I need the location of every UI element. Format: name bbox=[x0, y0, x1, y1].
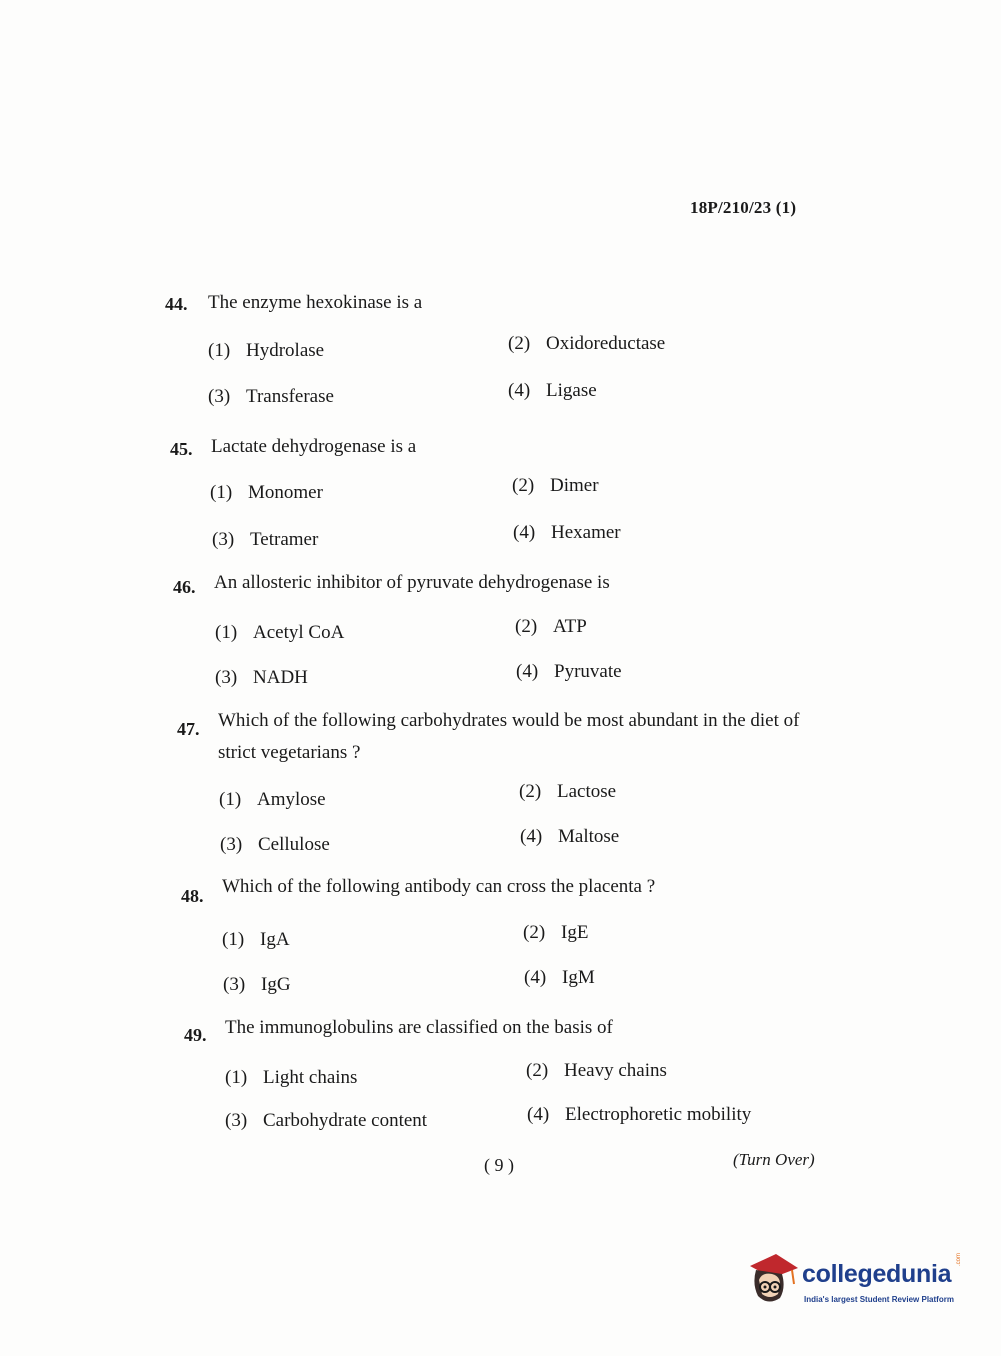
option-3 bbox=[215, 667, 308, 689]
option-label: Pyruvate bbox=[554, 661, 622, 682]
option-number: (3) bbox=[215, 667, 238, 688]
option-label: Carbohydrate content bbox=[263, 1110, 428, 1131]
option-number: (2) bbox=[512, 475, 535, 496]
option-number: (2) bbox=[515, 616, 538, 637]
option-number: (4) bbox=[527, 1104, 550, 1125]
option-3 bbox=[220, 834, 330, 856]
option-3 bbox=[212, 529, 318, 551]
option-1 bbox=[225, 1067, 357, 1089]
option-number: (3) bbox=[212, 529, 235, 550]
mascot-icon bbox=[742, 1250, 800, 1308]
question-text: The enzyme hexokinase is a bbox=[208, 292, 423, 313]
option-number: (1) bbox=[222, 929, 245, 950]
option-4 bbox=[516, 661, 622, 683]
page-number: ( 9 ) bbox=[484, 1155, 514, 1175]
option-label: Lactose bbox=[557, 781, 617, 802]
option-label: IgM bbox=[562, 967, 595, 988]
option-number: (2) bbox=[523, 922, 546, 943]
option-2 bbox=[508, 333, 665, 355]
option-label: Acetyl CoA bbox=[253, 622, 345, 643]
option-label: Maltose bbox=[558, 826, 620, 847]
option-label: Hexamer bbox=[551, 522, 621, 543]
question-number: 44. bbox=[165, 294, 188, 314]
option-label: Tetramer bbox=[250, 529, 319, 550]
option-label: Hydrolase bbox=[246, 340, 325, 361]
option-4 bbox=[513, 522, 621, 544]
option-label: IgE bbox=[561, 922, 589, 943]
option-number: (4) bbox=[508, 380, 531, 401]
turn-over-note: (Turn Over) bbox=[733, 1150, 815, 1169]
option-number: (3) bbox=[208, 386, 231, 407]
option-number: (1) bbox=[208, 340, 231, 361]
option-number: (2) bbox=[519, 781, 542, 802]
option-label: Heavy chains bbox=[564, 1060, 667, 1081]
logo-dotcom: .com bbox=[956, 1252, 962, 1266]
option-1 bbox=[210, 482, 323, 504]
option-4 bbox=[508, 380, 597, 402]
paper-code: 18P/210/23 (1) bbox=[690, 198, 797, 217]
option-number: (1) bbox=[215, 622, 238, 643]
question-number: 46. bbox=[173, 577, 196, 597]
option-3 bbox=[208, 386, 334, 408]
option-number: (1) bbox=[225, 1067, 248, 1088]
option-4 bbox=[520, 826, 619, 848]
option-2 bbox=[512, 475, 599, 497]
collegedunia-logo bbox=[742, 1250, 972, 1312]
question-text: The immunoglobulins are classified on the basis of bbox=[225, 1017, 613, 1038]
option-4 bbox=[527, 1104, 751, 1126]
question-text: Lactate dehydrogenase is a bbox=[211, 436, 417, 457]
option-1 bbox=[208, 340, 324, 362]
option-number: (4) bbox=[513, 522, 536, 543]
question-text-line-2: strict vegetarians ? bbox=[218, 742, 361, 763]
option-label: Electrophoretic mobility bbox=[565, 1104, 752, 1125]
option-1 bbox=[222, 929, 290, 951]
option-number: (3) bbox=[225, 1110, 248, 1131]
option-2 bbox=[515, 616, 587, 638]
option-label: Oxidoreductase bbox=[546, 333, 666, 354]
option-3 bbox=[223, 974, 291, 996]
option-label: Cellulose bbox=[258, 834, 330, 855]
option-1 bbox=[219, 789, 326, 811]
option-number: (4) bbox=[516, 661, 539, 682]
option-4 bbox=[524, 967, 595, 989]
option-number: (2) bbox=[508, 333, 531, 354]
option-label: ATP bbox=[553, 616, 587, 637]
question-text: An allosteric inhibitor of pyruvate dehydrogenase is bbox=[214, 572, 610, 593]
option-label: Transferase bbox=[246, 386, 334, 407]
option-3 bbox=[225, 1110, 427, 1132]
option-label: Light chains bbox=[263, 1067, 358, 1088]
option-label: NADH bbox=[253, 667, 308, 688]
option-number: (4) bbox=[524, 967, 547, 988]
option-label: IgA bbox=[260, 929, 290, 950]
option-label: Monomer bbox=[248, 482, 323, 503]
option-label: Dimer bbox=[550, 475, 599, 496]
option-2 bbox=[519, 781, 616, 803]
option-number: (2) bbox=[526, 1060, 549, 1081]
option-2 bbox=[523, 922, 588, 944]
question-text: Which of the following antibody can cross the placenta ? bbox=[222, 876, 656, 897]
option-1 bbox=[215, 622, 344, 644]
option-label: IgG bbox=[261, 974, 291, 995]
question-number: 48. bbox=[181, 886, 204, 906]
option-number: (1) bbox=[219, 789, 242, 810]
option-number: (3) bbox=[220, 834, 243, 855]
question-number: 47. bbox=[177, 719, 200, 739]
option-label: Ligase bbox=[546, 380, 597, 401]
logo-wordmark: collegedunia bbox=[802, 1260, 952, 1288]
option-2 bbox=[526, 1060, 667, 1082]
option-label: Amylose bbox=[257, 789, 326, 810]
question-text-line-1: Which of the following carbohydrates would be most abundant in the diet of bbox=[218, 710, 800, 731]
option-number: (4) bbox=[520, 826, 543, 847]
option-number: (3) bbox=[223, 974, 246, 995]
logo-tagline: India's largest Student Review Platform bbox=[804, 1295, 954, 1304]
question-number: 45. bbox=[170, 439, 193, 459]
question-number: 49. bbox=[184, 1025, 207, 1045]
option-number: (1) bbox=[210, 482, 233, 503]
